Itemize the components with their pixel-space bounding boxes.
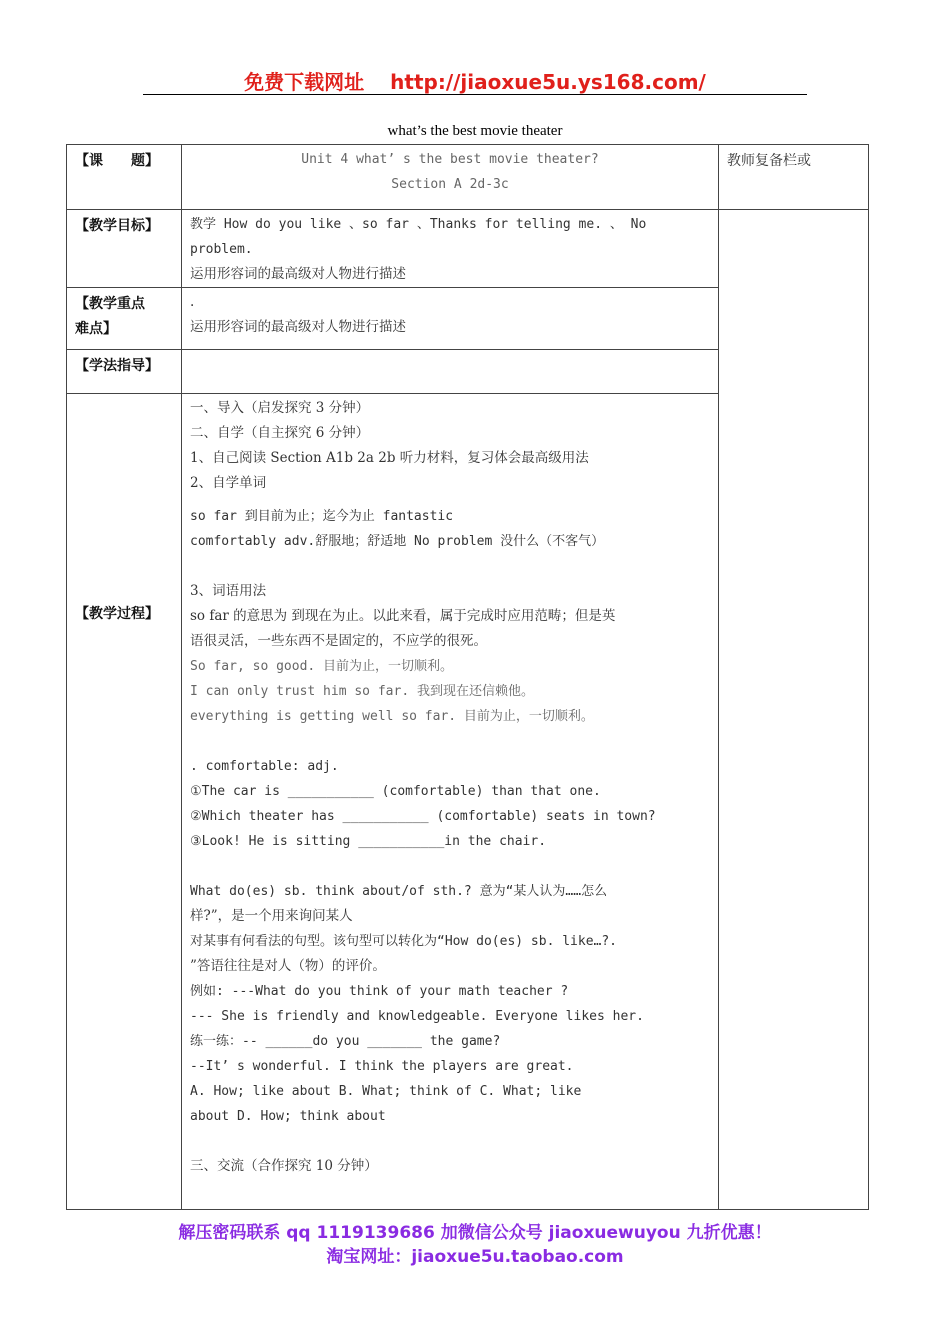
lesson-plan-table (66, 144, 869, 1210)
exercise-3: ③Look! He is sitting ___________in the chair. (190, 834, 547, 849)
practice-answer: --It’ s wonderful. I think the players are great. (190, 1059, 574, 1074)
key-content (182, 288, 719, 350)
method-content (182, 350, 719, 394)
process-line: 二、自学（自主探究 6 分钟） (190, 425, 370, 441)
process-line: I can only trust him so far. 我到现在还信赖他。 (190, 684, 534, 699)
goal-line-3: 运用形容词的最高级对人物进行描述 (190, 266, 406, 282)
process-line: 3、词语用法 (190, 583, 267, 599)
header-label: 免费下载网址 (244, 70, 365, 94)
header-url-link[interactable]: http://jiaoxue5u.ys168.com/ (390, 70, 706, 94)
practice-options-cont: about D. How; think about (190, 1109, 386, 1124)
process-line: 样?”，是一个用来询问某人 (190, 908, 353, 924)
practice-options: A. How; like about B. What; think of C. What; like (190, 1084, 582, 1099)
process-line: 语很灵活，一些东西不是固定的，不应学的很死。 (190, 633, 487, 649)
topic-row (67, 145, 869, 210)
process-line: 一、导入（启发探究 3 分钟） (190, 400, 370, 416)
example-answer: --- She is friendly and knowledgeable. Everyone likes her. (190, 1009, 644, 1024)
process-line: 三、交流（合作探究 10 分钟） (190, 1158, 378, 1174)
teacher-notes-header: 教师复备栏或 (719, 145, 869, 210)
goal-line-2: problem. (190, 242, 253, 257)
header-divider (143, 94, 807, 95)
example-question: 例如: ---What do you think of your math teacher ? (190, 984, 569, 999)
topic-label: 【课 题】 (67, 145, 182, 210)
process-line: so far 的意思为 到现在为止。以此来看，属于完成时应用范畴；但是英 (190, 608, 616, 624)
key-label-line-1: 【教学重点 (75, 296, 145, 312)
process-content (182, 394, 719, 1210)
topic-line-2: Section A 2d-3c (391, 177, 509, 192)
process-line: 2、自学单词 (190, 475, 267, 491)
key-label (67, 288, 182, 350)
process-line: . comfortable: adj. (190, 759, 339, 774)
footer-contact: 解压密码联系 qq 1119139686 加微信公众号 jiaoxuewuyou 九折优惠！ (178, 1223, 772, 1243)
process-line: ”答语往往是对人（物）的评价。 (190, 958, 386, 974)
exercise-2: ②Which theater has ___________ (comfortable) seats in town? (190, 809, 656, 824)
teacher-notes-column (719, 210, 869, 1210)
process-line: everything is getting well so far. 目前为止，一切顺利。 (190, 709, 594, 724)
process-line: So far, so good. 目前为止，一切顺利。 (190, 659, 454, 674)
goal-line-1: 教学 How do you like 、so far 、Thanks for telling me. 、 No (190, 217, 647, 232)
practice-question: 练一练：-- ______do you _______ the game? (190, 1034, 501, 1049)
process-line: so far 到目前为止；迄今为止 fantastic (190, 509, 454, 524)
goal-row (67, 210, 869, 288)
process-line: 对某事有何看法的句型。该句型可以转化为“How do(es) sb. like…?. (190, 934, 618, 949)
key-line-1: . (190, 294, 195, 310)
key-line-2: 运用形容词的最高级对人物进行描述 (190, 319, 406, 335)
method-label: 【学法指导】 (67, 350, 182, 394)
process-line: comfortably adv.舒服地；舒适地 No problem 没什么（不客气） (190, 534, 605, 549)
process-label-text: 【教学过程】 (75, 605, 159, 622)
goal-content (182, 210, 719, 288)
key-label-line-2: 难点】 (75, 321, 117, 337)
download-header (0, 66, 950, 95)
footer-taobao-link[interactable]: 淘宝网址：jiaoxue5u.taobao.com (326, 1247, 624, 1267)
process-line: What do(es) sb. think about/of sth.? 意为“某人认为……怎么 (190, 884, 608, 899)
doc-title: what’s the best movie theater (387, 123, 563, 139)
process-label (67, 394, 182, 1210)
goal-label: 【教学目标】 (67, 210, 182, 288)
exercise-1: ①The car is ___________ (comfortable) than that one. (190, 784, 601, 799)
process-line: 1、自己阅读 Section A1b 2a 2b 听力材料，复习体会最高级用法 (190, 450, 589, 466)
topic-line-1: Unit 4 what’ s the best movie theater? (301, 152, 599, 167)
topic-content (182, 145, 719, 210)
